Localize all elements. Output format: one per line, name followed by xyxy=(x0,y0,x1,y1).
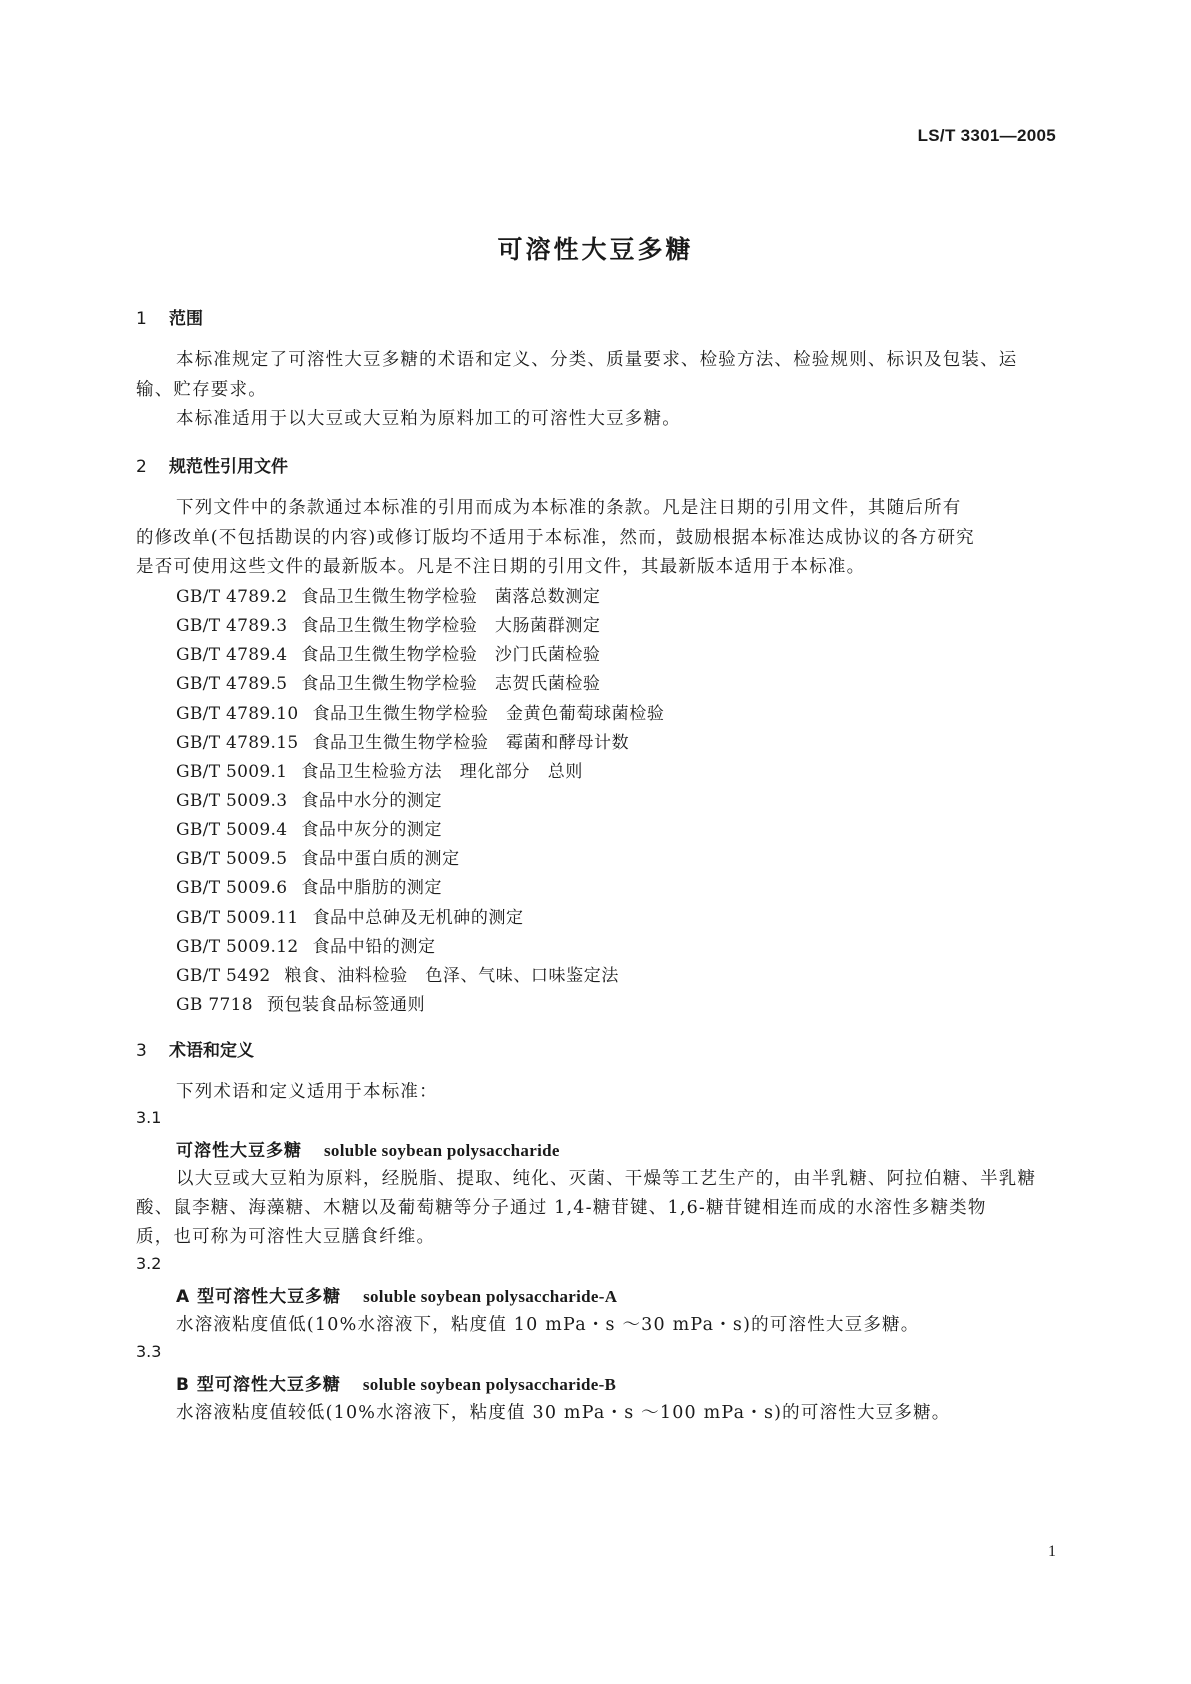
reference-title: 食品中水分的测定 xyxy=(301,791,443,811)
paragraph-line: 的修改单(不包括勘误的内容)或修订版均不适用于本标准，然而，鼓励根据本标准达成协议的各方研究 xyxy=(136,528,975,548)
section-number: 2 xyxy=(136,457,147,477)
reference-item xyxy=(176,757,583,782)
reference-title: 粮食、油料检验 色泽、气味、口味鉴定法 xyxy=(284,966,619,986)
reference-code: GB 7718 xyxy=(176,995,253,1015)
reference-code: GB/T 5009.1 xyxy=(176,762,288,782)
paragraph-line: 本标准适用于以大豆或大豆粕为原料加工的可溶性大豆多糖。 xyxy=(176,409,681,429)
page-number: 1 xyxy=(1048,1543,1056,1560)
reference-title: 食品卫生微生物学检验 沙门氏菌检验 xyxy=(301,645,601,665)
reference-item xyxy=(176,990,425,1015)
section-title: 术语和定义 xyxy=(169,1041,254,1061)
paragraph-line: 下列术语和定义适用于本标准： xyxy=(176,1082,438,1102)
term-number: 3.3 xyxy=(136,1342,162,1361)
reference-item xyxy=(176,699,664,724)
standard-number: LS/T 3301—2005 xyxy=(917,126,1056,145)
term-name xyxy=(176,1282,617,1307)
page-title: 可溶性大豆多糖 xyxy=(497,235,694,264)
reference-code: GB/T 4789.5 xyxy=(176,674,288,694)
reference-item xyxy=(176,903,524,928)
definition-line: 质，也可称为可溶性大豆膳食纤维。 xyxy=(136,1227,436,1247)
section-number: 3 xyxy=(136,1041,147,1061)
reference-code: GB/T 5009.4 xyxy=(176,820,288,840)
section-title: 范围 xyxy=(169,309,203,329)
reference-title: 食品卫生微生物学检验 菌落总数测定 xyxy=(301,587,601,607)
reference-item xyxy=(176,844,460,869)
reference-item xyxy=(176,640,601,665)
reference-title: 食品卫生微生物学检验 志贺氏菌检验 xyxy=(301,674,601,694)
term-number: 3.2 xyxy=(136,1254,162,1273)
section-2-heading xyxy=(136,452,288,477)
term-name-en: soluble soybean polysaccharide xyxy=(324,1141,560,1160)
definition-line: 水溶液粘度值低(10%水溶液下，粘度值 10 mPa・s ～30 mPa・s)的可溶性大豆多糖。 xyxy=(176,1315,920,1335)
paragraph-line: 本标准规定了可溶性大豆多糖的术语和定义、分类、质量要求、检验方法、检验规则、标识及包装、运 xyxy=(176,350,1018,370)
reference-item xyxy=(176,669,601,694)
reference-title: 食品中蛋白质的测定 xyxy=(301,849,460,869)
reference-item xyxy=(176,932,436,957)
section-1-heading xyxy=(136,304,203,329)
reference-item xyxy=(176,815,442,840)
section-number: 1 xyxy=(136,309,147,329)
section-3-heading xyxy=(136,1036,254,1061)
reference-title: 食品卫生微生物学检验 大肠菌群测定 xyxy=(301,616,601,636)
reference-item xyxy=(176,873,442,898)
reference-code: GB/T 5009.12 xyxy=(176,937,299,957)
term-name-cn: 可溶性大豆多糖 xyxy=(176,1141,302,1161)
definition-line: 水溶液粘度值较低(10%水溶液下，粘度值 30 mPa・s ～100 mPa・s)的可溶性大豆多糖。 xyxy=(176,1403,951,1423)
reference-code: GB/T 5009.11 xyxy=(176,908,299,928)
reference-code: GB/T 4789.10 xyxy=(176,704,299,724)
reference-code: GB/T 4789.2 xyxy=(176,587,288,607)
paragraph-line: 是否可使用这些文件的最新版本。凡是不注日期的引用文件，其最新版本适用于本标准。 xyxy=(136,557,866,577)
paragraph-line: 下列文件中的条款通过本标准的引用而成为本标准的条款。凡是注日期的引用文件，其随后所有 xyxy=(176,498,962,518)
reference-item xyxy=(176,611,601,636)
reference-title: 食品中灰分的测定 xyxy=(301,820,443,840)
term-name xyxy=(176,1136,560,1161)
reference-item xyxy=(176,786,442,811)
term-name-cn: A 型可溶性大豆多糖 xyxy=(176,1287,342,1307)
term-name-en: soluble soybean polysaccharide-A xyxy=(363,1287,618,1306)
reference-title: 食品卫生微生物学检验 金黄色葡萄球菌检验 xyxy=(312,704,665,724)
reference-title: 食品中脂肪的测定 xyxy=(301,878,443,898)
reference-title: 食品卫生检验方法 理化部分 总则 xyxy=(301,762,583,782)
paragraph-line: 输、贮存要求。 xyxy=(136,380,267,400)
reference-item xyxy=(176,728,629,753)
term-number: 3.1 xyxy=(136,1108,162,1127)
reference-item xyxy=(176,582,601,607)
reference-code: GB/T 5009.6 xyxy=(176,878,288,898)
reference-code: GB/T 5009.3 xyxy=(176,791,288,811)
reference-title: 食品卫生微生物学检验 霉菌和酵母计数 xyxy=(312,733,630,753)
reference-title: 食品中总砷及无机砷的测定 xyxy=(312,908,524,928)
term-name-cn: B 型可溶性大豆多糖 xyxy=(176,1375,341,1395)
reference-item xyxy=(176,961,619,986)
reference-code: GB/T 4789.4 xyxy=(176,645,288,665)
section-title: 规范性引用文件 xyxy=(169,457,288,477)
reference-title: 预包装食品标签通则 xyxy=(266,995,426,1015)
reference-code: GB/T 4789.3 xyxy=(176,616,288,636)
reference-code: GB/T 5009.5 xyxy=(176,849,288,869)
term-name-en: soluble soybean polysaccharide-B xyxy=(362,1375,617,1394)
reference-title: 食品中铅的测定 xyxy=(312,937,436,957)
reference-code: GB/T 4789.15 xyxy=(176,733,299,753)
definition-line: 酸、鼠李糖、海藻糖、木糖以及葡萄糖等分子通过 1,4-糖苷键、1,6-糖苷键相连而成的水溶性多糖类物 xyxy=(136,1198,987,1218)
term-name xyxy=(176,1370,616,1395)
definition-line: 以大豆或大豆粕为原料，经脱脂、提取、纯化、灭菌、干燥等工艺生产的，由半乳糖、阿拉伯糖、半乳糖 xyxy=(176,1169,1037,1189)
reference-code: GB/T 5492 xyxy=(176,966,271,986)
